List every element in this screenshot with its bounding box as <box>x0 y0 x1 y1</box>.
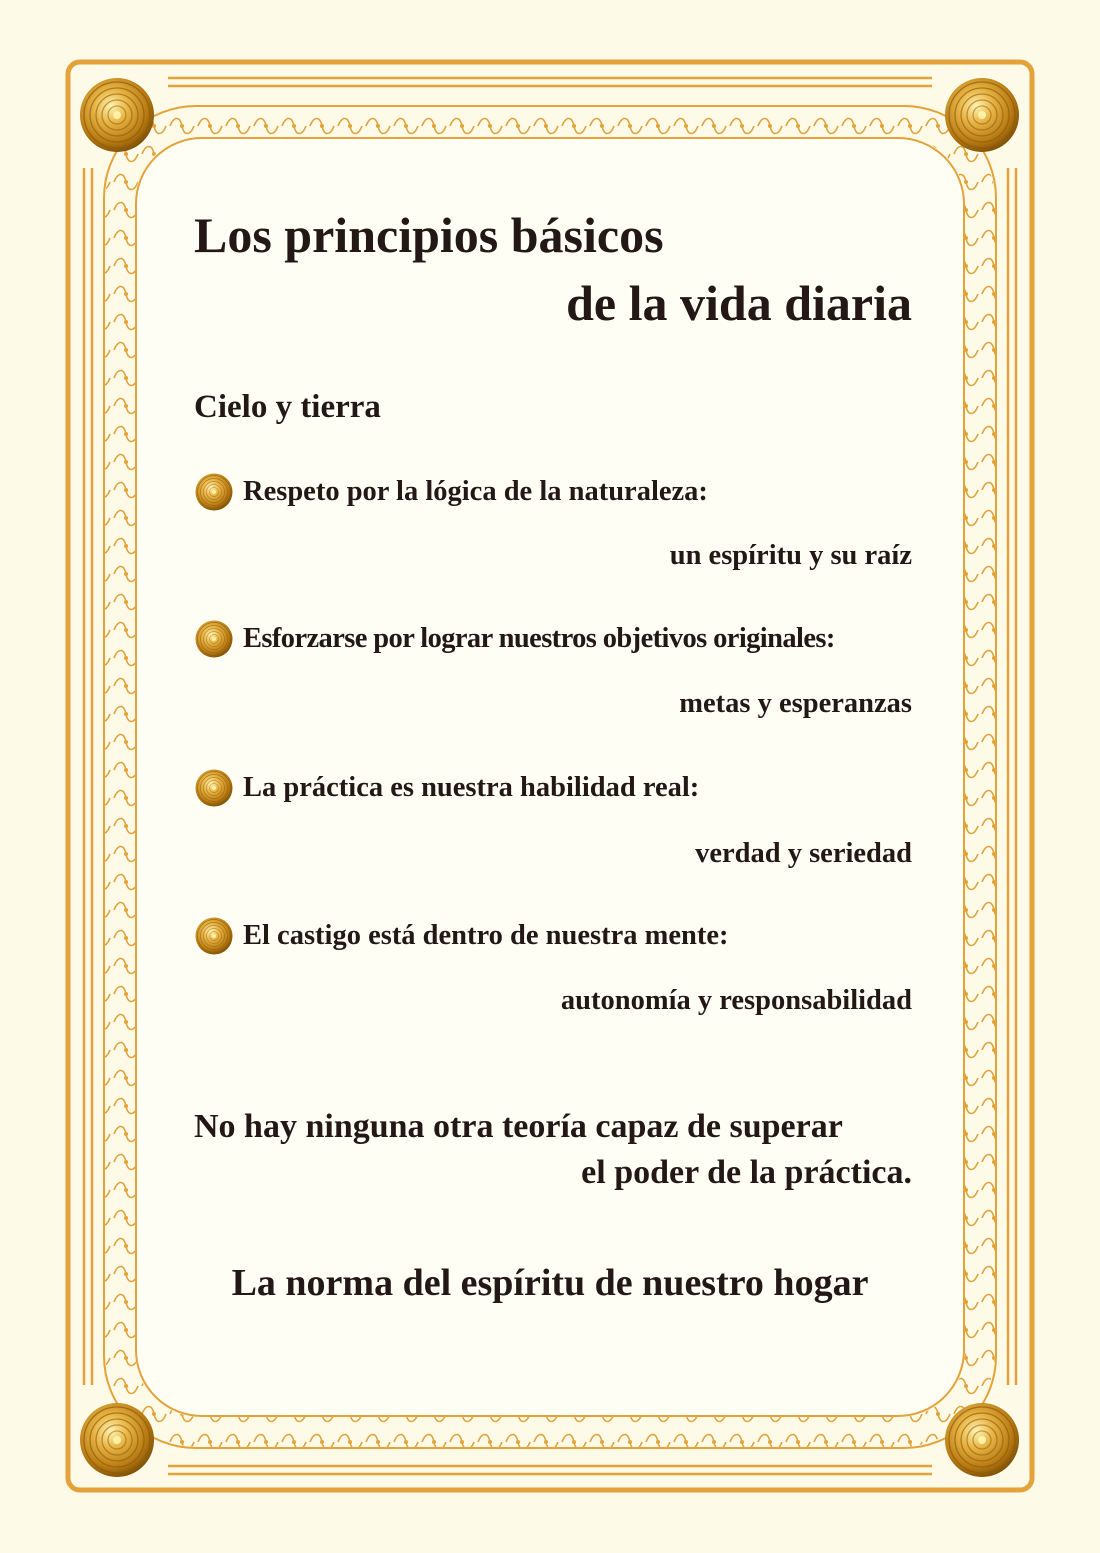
principle-label: Respeto por la lógica de la naturaleza: <box>243 476 708 507</box>
principle-value: un espíritu y su raíz <box>669 540 912 571</box>
principle-label: La práctica es nuestra habilidad real: <box>243 772 700 803</box>
section-heading: Cielo y tierra <box>194 389 381 425</box>
closing-line-2: el poder de la práctica. <box>581 1154 912 1191</box>
principle-item <box>194 619 835 659</box>
gold-medallion-icon <box>194 768 234 808</box>
principle-item <box>194 768 699 808</box>
corner-medallion-icon <box>945 1403 1019 1477</box>
principle-value: verdad y seriedad <box>695 838 912 869</box>
closing-line-1: No hay ninguna otra teoría capaz de superar <box>194 1108 843 1145</box>
gold-medallion-icon <box>194 619 234 659</box>
title-line-1: Los principios básicos <box>194 207 664 263</box>
principle-item <box>194 916 729 956</box>
corner-medallion-icon <box>80 1403 154 1477</box>
gold-medallion-icon <box>194 916 234 956</box>
principle-value: autonomía y responsabilidad <box>560 985 912 1016</box>
corner-medallion-icon <box>80 78 154 152</box>
footer-motto: La norma del espíritu de nuestro hogar <box>231 1262 869 1304</box>
principle-value: metas y esperanzas <box>679 688 912 719</box>
gold-medallion-icon <box>194 472 234 512</box>
principle-label: El castigo está dentro de nuestra mente: <box>243 920 729 951</box>
principle-label: Esforzarse por lograr nuestros objetivos originales: <box>243 623 835 654</box>
principle-item <box>194 472 708 512</box>
title-line-2: de la vida diaria <box>566 275 912 331</box>
corner-medallion-icon <box>945 78 1019 152</box>
